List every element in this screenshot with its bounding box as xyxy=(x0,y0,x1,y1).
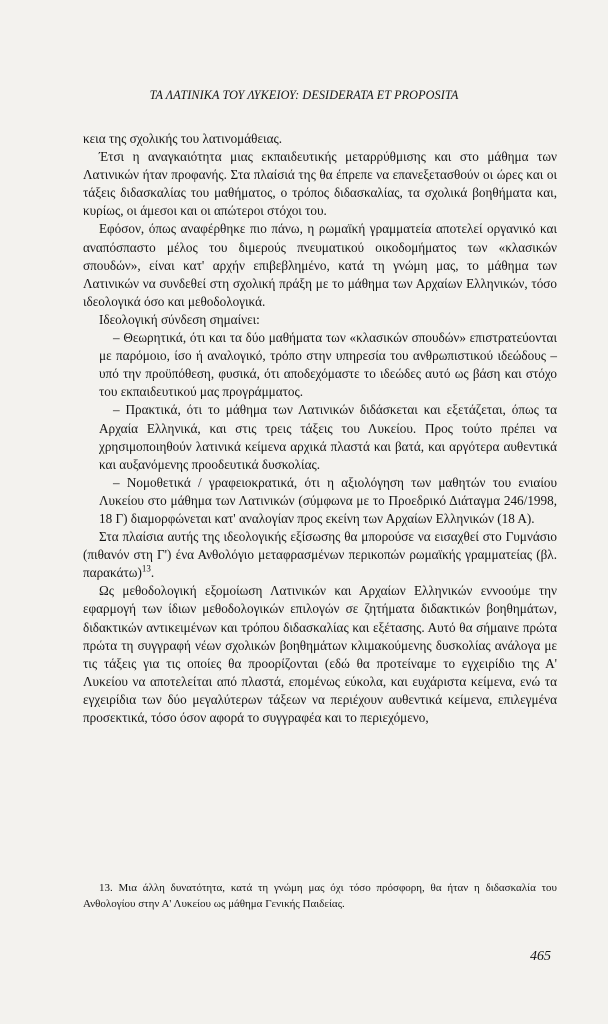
footnote-reference: 13 xyxy=(141,563,151,574)
paragraph: Ως μεθοδολογική εξομοίωση Λατινικών και Αρχαίων Ελληνικών εννοούμε την εφαρμογή των ίδιων μεθοδολογικών επιλογών σε ζητήματα διδακτικών βοηθημάτων, διδακτικών αντικειμένων και τρόπου διδασκαλίας και εξέτασης. Αυτό θα σήμαινε πρώτα πρώτα τη συγγραφή νέων σχολικών βοηθημάτων κλιμακούμενης δυσκολίας ανάλογα με τις τάξεις για τις οποίες θα προορίζονται (εδώ θα προτείναμε το εγχειρίδιο της Α' Λυκείου να αποτελείται από πλαστά, επομένως εύκολα, και ευχάριστα κείμενα, ενώ τα εγχειρίδια των δύο μεγαλύτερων τάξεων να περιέχουν αυθεντικά κείμενα, επιλεγμένα προσεκτικά, τόσο όσον αφορά το συγγραφέα και το περιεχόμενο, xyxy=(83,583,557,725)
page-number: 465 xyxy=(530,949,551,964)
paragraph-with-footnote: Στα πλαίσια αυτής της ιδεολογικής εξίσωσης θα μπορούσε να εισαχθεί στο Γυμνάσιο (πιθανόν στη Γ') ένα Ανθολόγιο μεταφρασμένων περικοπών ρωμαϊκής γραμματείας (βλ. παρακάτω)$^{13}$. xyxy=(83,529,557,581)
paragraph: Εφόσον, όπως αναφέρθηκε πιο πάνω, η ρωμαϊκή γραμματεία αποτελεί οργανικό και αναπόσπαστο μέλος του διμερούς πνευματικού οικοδομήματος των «κλασικών σπουδών», είναι κατ' αρχήν επιβεβλημένο, κατά τη γνώμη μας, το μάθημα των Λατινικών να συνδεθεί στη σχολική πράξη με το μάθημα των Αρχαίων Ελληνικών, τόσο ιδεολογικά όσο και μεθοδολογικά. xyxy=(83,221,557,309)
paragraph: κεια της σχολικής του λατινομάθειας. xyxy=(83,131,282,146)
list-item: – Θεωρητικά, ότι και τα δύο μαθήματα των «κλασικών σπουδών» επιστρατεύονται με παρόμοιο, ίσο ή αναλογικό, τρόπο στην υπηρεσία του ανθρωπιστικού ιδεώδους – υπό την προϋπόθεση, φυσικά, ότι αποδεχόμαστε το ιδεώδες αυτό ως βάση και στόχο του εκπαιδευτικού μας προγράμματος. xyxy=(99,330,557,400)
running-head: ΤΑ ΛΑΤΙΝΙΚΑ ΤΟΥ ΛΥΚΕΙΟΥ: DESIDERATA ET PROPOSITA xyxy=(149,88,459,102)
body-text xyxy=(83,130,557,727)
list-item: – Νομοθετικά / γραφειοκρατικά, ότι η αξιολόγηση των μαθητών του ενιαίου Λυκείου στο μάθημα των Λατινικών (σύμφωνα με το Προεδρικό Διάταγμα 246/1998, 18 Γ) διαμορφώνεται κατ' αναλογίαν προς εκείνη των Αρχαίων Ελληνικών (18 Α). xyxy=(99,474,557,526)
footnote-text: 13. Μια άλλη δυνατότητα, κατά τη γνώμη μας όχι τόσο πρόσφορη, θα ήταν η διδασκαλία του Ανθολογίου στην Α' Λυκείου ως μάθημα Γενικής Παιδείας. xyxy=(83,882,557,910)
paragraph-text: Στα πλαίσια αυτής της ιδεολογικής εξίσωσης θα μπορούσε να εισαχθεί στο Γυμνάσιο (πιθανόν στη Γ') ένα Ανθολόγιο μεταφρασμένων περικοπών ρωμαϊκής γραμματείας (βλ. παρακάτω) xyxy=(83,529,557,581)
paragraph: Ιδεολογική σύνδεση σημαίνει: xyxy=(99,311,260,327)
list-item: – Πρακτικά, ότι το μάθημα των Λατινικών διδάσκεται και εξετάζεται, όπως τα Αρχαία Ελληνικά, και στις τρεις τάξεις του Λυκείου. Προς τούτο πρέπει να χρησιμοποιηθούν λατινικά κείμενα αρχικά πλαστά και βατά, και αργότερα αυθεντικά και αυξανόμενης προοδευτικά δυσκολίας. xyxy=(99,402,557,472)
footnote xyxy=(83,880,557,912)
paragraph: Έτσι η αναγκαιότητα μιας εκπαιδευτικής μεταρρύθμισης και στο μάθημα των Λατινικών ήταν προφανής. Στα πλαίσιά της θα έπρεπε να επανεξετασθούν οι ώρες και οι τάξεις διδασκαλίας του μαθήματος, ο τρόπος διδασκαλίας, τα σχολικά βοηθήματα και, κυρίως, οι άμεσοι και οι απώτεροι στόχοι του. xyxy=(83,149,557,219)
